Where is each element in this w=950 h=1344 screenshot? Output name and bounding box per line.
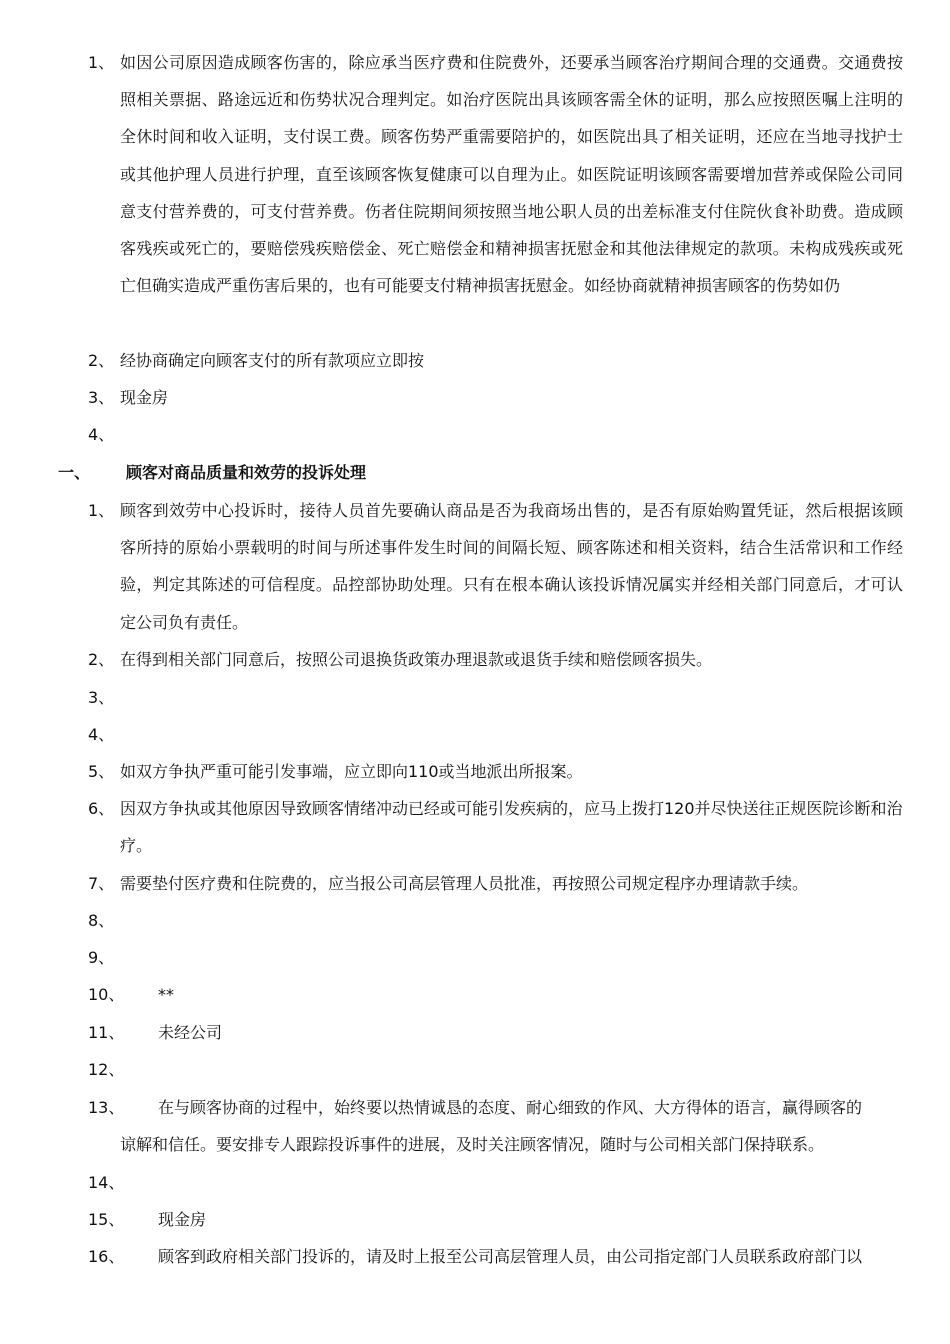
item-number: 11、 [88,1023,125,1042]
item-number: 2、 [88,650,115,669]
list-item-b16 [88,1238,903,1275]
list-item-b1 [88,492,903,641]
item-text [120,1089,903,1163]
item-text: 现金房 [158,1210,207,1229]
list-item-a1 [88,44,903,304]
list-item-b10 [88,976,903,1013]
list-item-b7 [88,865,903,902]
item-number: 1、 [88,53,115,72]
item-text: 如因公司原因造成顾客伤害的，除应承当医疗费和住院费外，还要承当顾客治疗期间合理的交通费。交通费按照相关票据、路途远近和伤势状况合理判定。如治疗医院出具该顾客需全休的证明，那么应按照医嘱上注明的全休时间和收入证明，支付误工费。顾客伤势严重需要陪护的，如医院出具了相关证明，还应在当地寻找护士或其他护理人员进行护理，直至该顾客恢复健康可以自理为止。如医院证明该顾客需要增加营养或保险公司同意支付营养费的，可支付营养费。伤者住院期间须按照当地公职人员的出差标准支付住院伙食补助费。造成顾客残疾或死亡的，要赔偿残疾赔偿金、死亡赔偿金和精神损害抚慰金和其他法律规定的款项。未构成残疾或死亡但确实造成严重伤害后果的，也有可能要支付精神损害抚慰金。如经协商就精神损害顾客的伤势如仍 [120,53,903,296]
item-text: 顾客到效劳中心投诉时，接待人员首先要确认商品是否为我商场出售的，是否有原始购置凭证，然后根据该顾客所持的原始小票载明的时间与所述事件发生时间的间隔长短、顾客陈述和相关资料，结合生活常识和工作经验，判定其陈述的可信程度。品控部协助处理。只有在根本确认该投诉情况属实并经相关部门同意后，才可认定公司负有责任。 [120,501,903,632]
item-text: 未经公司 [158,1023,223,1042]
list-item-b2 [88,641,903,678]
item-text: 顾客到政府相关部门投诉的，请及时上报至公司高层管理人员，由公司指定部门人员联系政府部门以 [158,1247,863,1266]
list-item-b5 [88,753,903,790]
item-text-line2: 谅解和信任。要安排专人跟踪投诉事件的进展，及时关注顾客情况，随时与公司相关部门保持联系。 [120,1135,825,1155]
item-text: 现金房 [120,388,169,407]
item-number: 2、 [88,351,115,370]
item-text: 在得到相关部门同意后，按照公司退换货政策办理退款或退货手续和赔偿顾客损失。 [120,650,713,669]
item-number: 3、 [88,688,115,707]
item-number: 16、 [88,1247,125,1266]
item-text: ** [158,985,174,1004]
item-text: 因双方争执或其他原因导致顾客情绪冲动已经或可能引发疾病的，应马上拨打120并尽快送往正规医院诊断和治疗。 [120,799,903,856]
list-item-b6 [88,790,903,864]
item-text: 如双方争执严重可能引发事端，应立即向110或当地派出所报案。 [120,762,583,781]
item-number: 9、 [88,948,115,967]
item-number: 12、 [88,1060,125,1079]
list-item-b11 [88,1014,903,1051]
item-number: 4、 [88,725,115,744]
item-text: 需要垫付医疗费和住院费的，应当报公司高层管理人员批准，再按照公司规定程序办理请款手续。 [120,874,809,893]
item-number: 6、 [88,799,115,818]
list-item-b15 [88,1201,903,1238]
item-number: 7、 [88,874,115,893]
item-number: 3、 [88,388,115,407]
item-text-line1: 在与顾客协商的过程中，始终要以热情诚恳的态度、耐心细致的作风、大方得体的语言，赢得顾客的 [158,1098,863,1117]
list-item-a2 [88,342,903,379]
section-title: 顾客对商品质量和效劳的投诉处理 [126,463,367,482]
item-number: 5、 [88,762,115,781]
item-number: 14、 [88,1173,125,1192]
item-number: 4、 [88,425,115,444]
item-number: 10、 [88,985,125,1004]
item-number: 8、 [88,911,115,930]
list-item-a3 [88,379,903,416]
list-item-b13 [88,1089,903,1163]
item-number: 13、 [88,1098,125,1117]
section-number: 一、 [58,463,91,482]
item-text: 经协商确定向顾客支付的所有款项应立即按 [120,351,425,370]
item-number: 15、 [88,1210,125,1229]
item-number: 1、 [88,501,115,520]
